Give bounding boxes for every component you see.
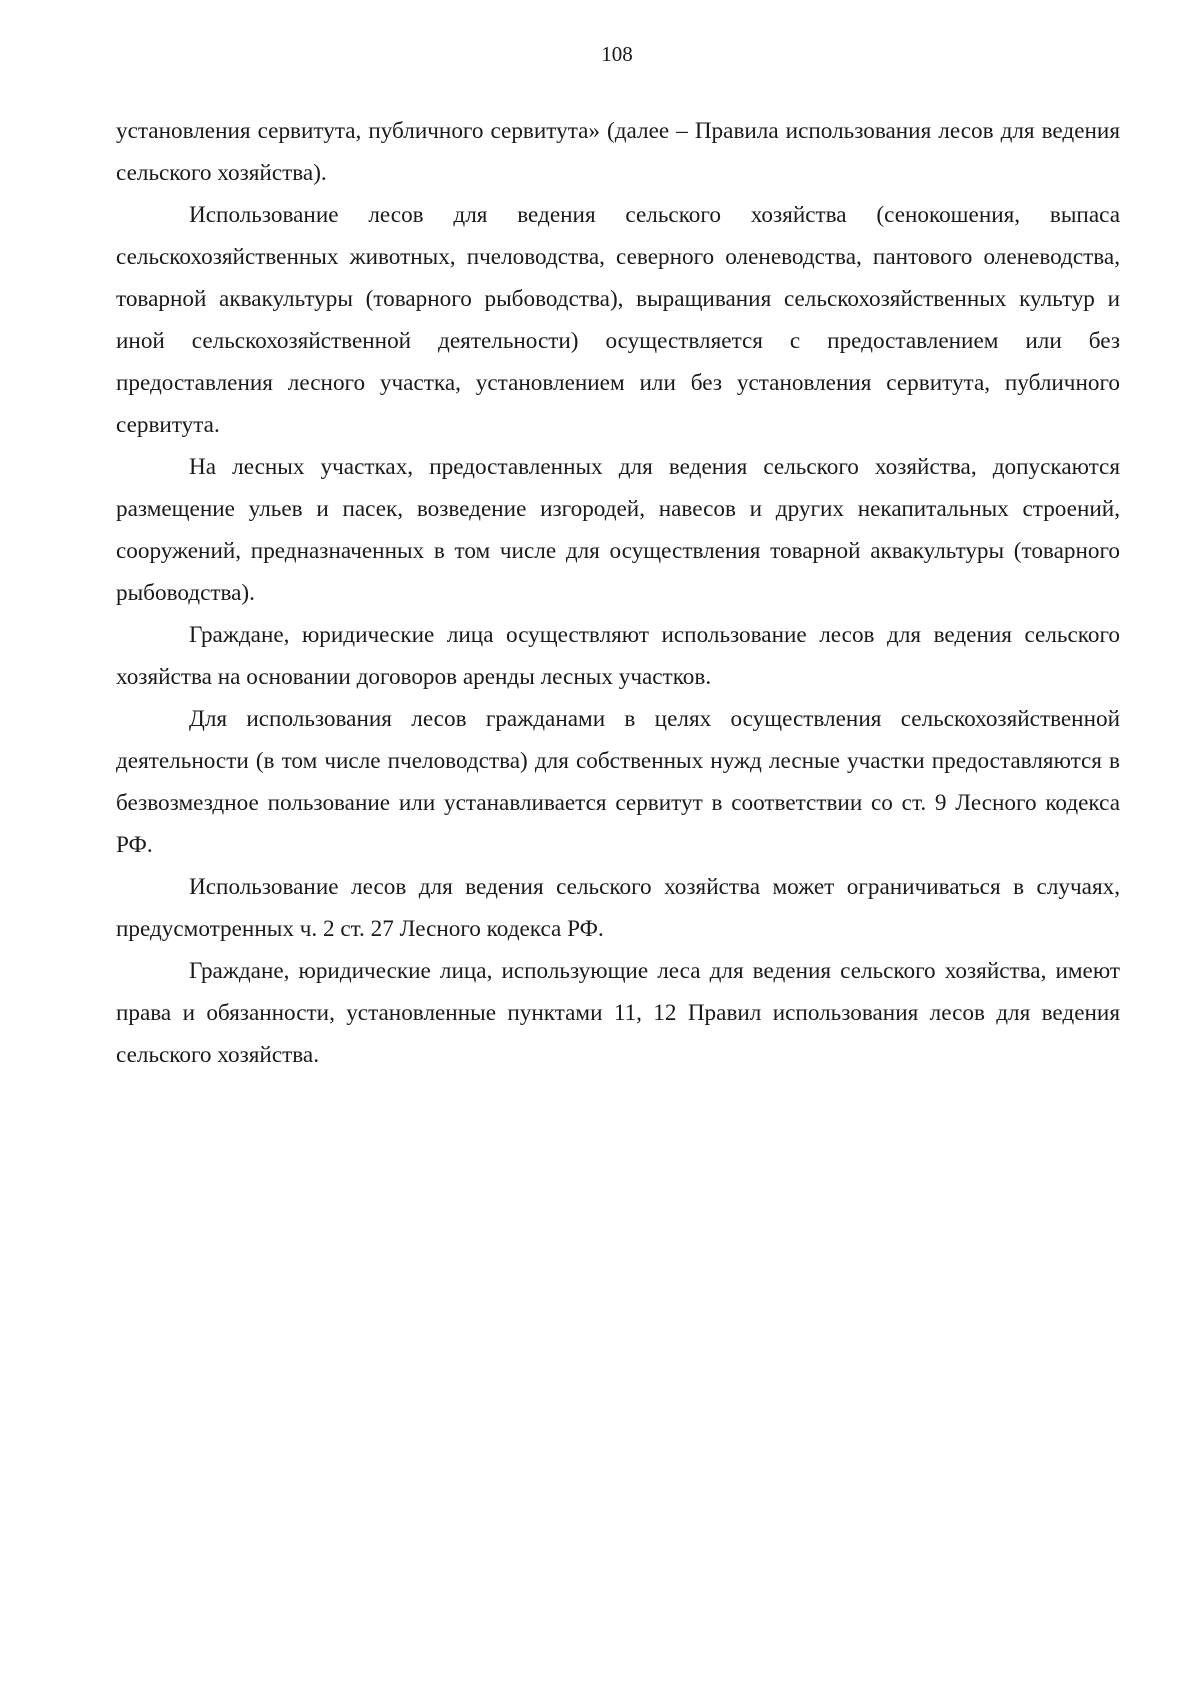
paragraph-permitted-structures: На лесных участках, предоставленных для ведения сельского хозяйства, допускаются размещение ульев и пасек, возведение изгородей, навесов и других некапитальных строений, сооружений, предназначенных в том числе для осуществления товарной аквакультуры (товарного рыбоводства). <box>116 454 1120 606</box>
page-number: 108 <box>601 42 633 66</box>
paragraph-forest-use-agriculture: Использование лесов для ведения сельского хозяйства (сенокошения, выпаса сельскохозяйственных животных, пчеловодства, северного оленеводства, пантового оленеводства, товарной аквакультуры (товарного рыбоводства), выращивания сельскохозяйственных культур и иной сельскохозяйственной деятельности) осуществляется с предоставлением или без предоставления лесного участка, установлением или без установления сервитута, публичного сервитута. <box>116 202 1120 438</box>
document-body <box>116 110 1120 1076</box>
paragraph-continuation: установления сервитута, публичного сервитута» (далее – Правила использования лесов для ведения сельского хозяйства). <box>116 118 1120 186</box>
paragraph-free-use: Для использования лесов гражданами в целях осуществления сельскохозяйственной деятельности (в том числе пчеловодства) для собственных нужд лесные участки предоставляются в безвозмездное пользование или устанавливается сервитут в соответствии со ст. 9 Лесного кодекса РФ. <box>116 706 1120 858</box>
paragraph-restrictions: Использование лесов для ведения сельского хозяйства может ограничиваться в случаях, предусмотренных ч. 2 ст. 27 Лесного кодекса РФ. <box>116 874 1120 942</box>
paragraph-rights-obligations: Граждане, юридические лица, использующие леса для ведения сельского хозяйства, имеют права и обязанности, установленные пунктами 11, 12 Правил использования лесов для ведения сельского хозяйства. <box>116 958 1120 1068</box>
paragraph-lease-basis: Граждане, юридические лица осуществляют использование лесов для ведения сельского хозяйства на основании договоров аренды лесных участков. <box>116 622 1120 690</box>
